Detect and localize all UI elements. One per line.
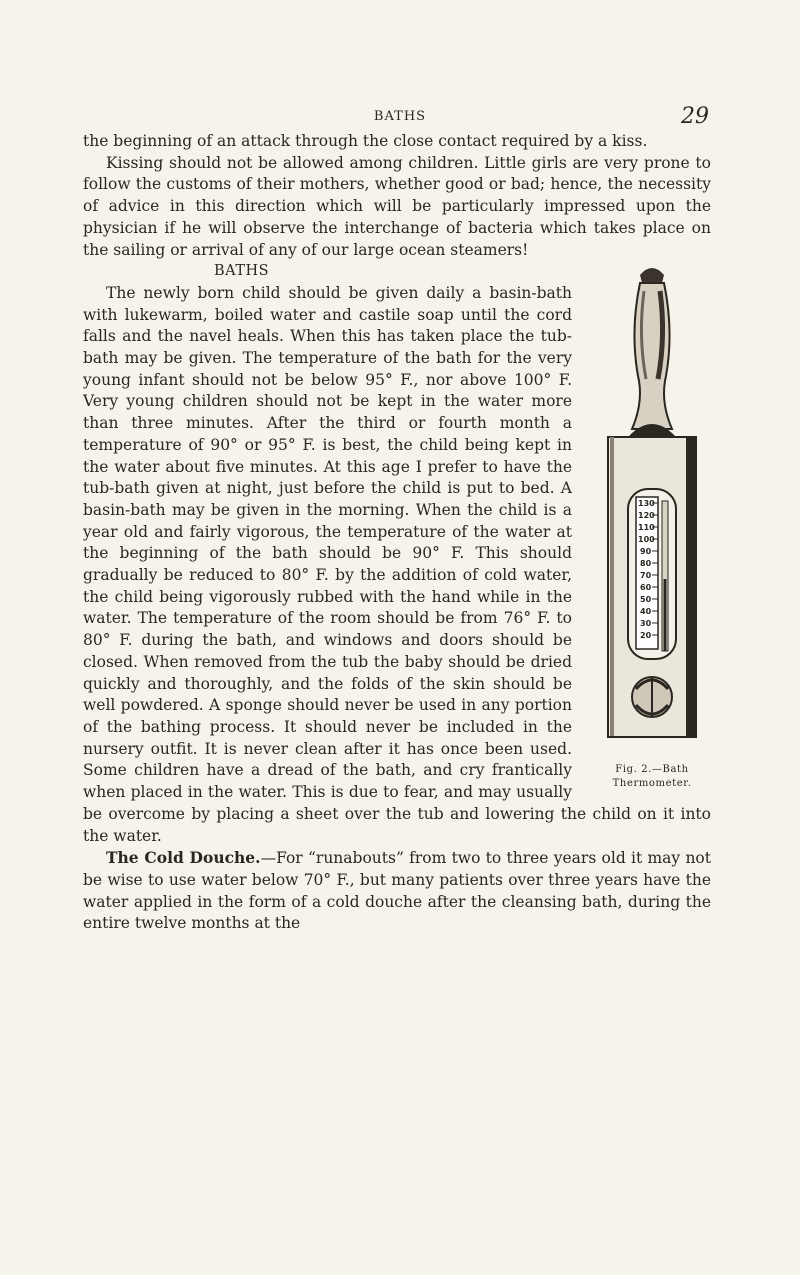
scale-label: 120	[638, 511, 655, 521]
scale-label: 90	[640, 547, 652, 557]
scale-label: 130	[638, 499, 655, 509]
scale-label: 80	[640, 559, 652, 569]
scale-label: 50	[640, 595, 652, 605]
scale-label: 70	[640, 571, 652, 581]
scale-label: 110	[638, 523, 655, 533]
paragraph-continuation: the beginning of an attack through the close contact required by a kiss.	[83, 132, 648, 150]
run-in-heading: The Cold Douche.	[106, 848, 261, 868]
running-head: BATHS	[373, 109, 427, 124]
page-number: 29	[681, 104, 709, 129]
paragraph-kissing: Kissing should not be allowed among children. Little girls are very prone to follow the customs of their mothers, whether good or bad; hence, the necessity of advice in this direction which will be particularly impressed upon the physician if he will observe the interchange of bacteria which takes place on the sailing or arrival of any of our large ocean steamers!	[83, 153, 711, 259]
section-heading-baths: BATHS	[214, 263, 270, 280]
scale-label: 40	[640, 607, 652, 617]
scale-label: 100	[638, 535, 655, 545]
figure-bath-thermometer	[586, 261, 716, 791]
body-text	[83, 131, 711, 935]
bath-thermometer-illustration	[600, 261, 704, 753]
scale-label: 30	[640, 619, 652, 629]
scale-label: 20	[640, 631, 652, 641]
paragraph-cold-douche	[83, 847, 711, 935]
paragraph-cold-douche-text: —For “runabouts” from two to three years old it may not be wise to use water below 70° F., but many patients over three years have the water applied in the form of a cold douche after the cleansing bath, during the entire twelve months at the	[83, 849, 711, 933]
figure-caption: Fig. 2.—Bath Thermometer.	[612, 764, 692, 790]
paragraph-baths: The newly born child should be given daily a basin-bath with lukewarm, boiled water and castile soap until the cord falls and the navel heals. When this has taken place the tub-bath may be given. The temperature of the bath for the very young infant should not be below 95° F., nor above 100° F. Very young children should not be kept in the water more than three minutes. After the third or fourth month a temperature of 90° or 95° F. is best, the child being kept in the water about five minutes. At this age I prefer to have the tub-bath given at night, just before the child is put to bed. A basin-bath may be given in the morning. When the child is a year old and fairly vigorous, the temperature of the water at the beginning of the bath should be 90° F. This should gradually be reduced to 80° F. by the addition of cold water, the child being vigorously rubbed with the hand while in the water. The temperature of the room should be from 76° F. to 80° F. during the bath, and windows and doors should be closed. When removed from the tub the baby should be dried quickly and thoroughly, and the folds of the skin should be well powdered. A sponge should never be used in any portion of the bathing process. It should never be included in the nursery outfit. It is never clean after it has once been used. Some children have a dread of the bath, and cry frantically when placed in the water. This is due to fear, and may usually be overcome by placing a sheet over the tub and lowering the child on it into the water.	[83, 283, 711, 845]
scale-label: 60	[640, 583, 652, 593]
